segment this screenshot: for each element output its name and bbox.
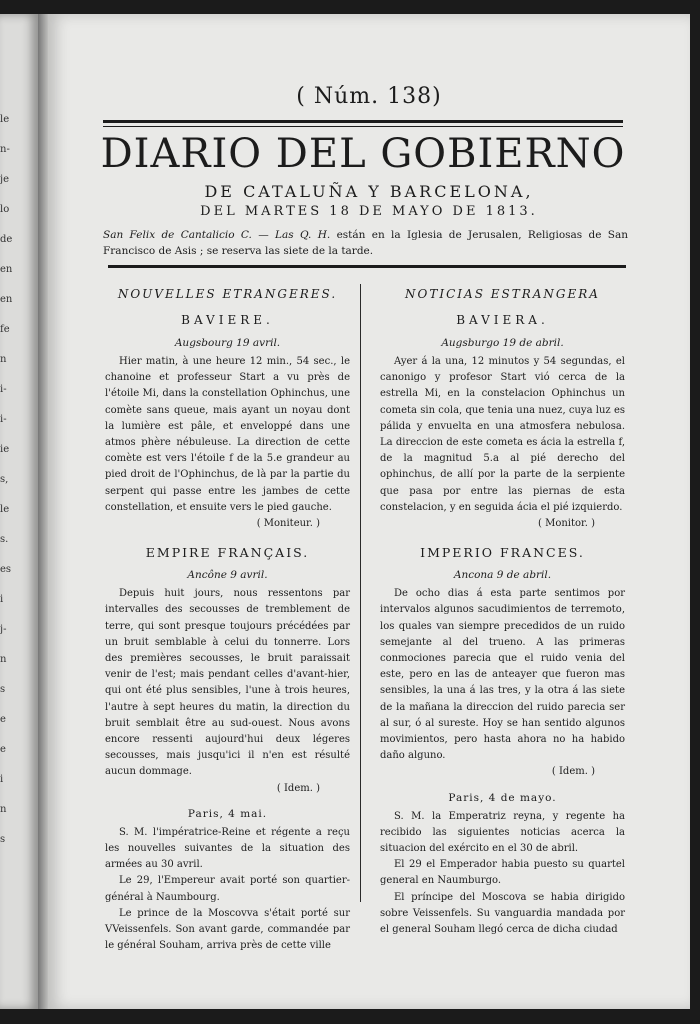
left-page-fragment: n — [0, 804, 7, 815]
article-source: ( Idem. ) — [276, 782, 320, 794]
newspaper-page — [48, 14, 690, 1009]
article-paragraph: El príncipe del Moscova se habia dirigido sobre Veissenfels. Su vanguardia mandada por el general Souham llegó cerca de dicha ciudad — [380, 891, 625, 936]
left-page-fragment: fe — [0, 324, 10, 335]
left-page-fragment: n — [0, 354, 7, 365]
article-source: ( Monitor. ) — [538, 518, 595, 530]
dateline: Paris, 4 de mayo. — [448, 791, 557, 804]
left-page-fragment: j- — [0, 624, 7, 635]
section-title: NOTICIAS ESTRANGERA — [405, 287, 600, 301]
left-page-fragment: en — [0, 294, 13, 305]
left-page-fragment: lo — [0, 204, 10, 215]
article-paragraph: S. M. la Emperatriz reyna, y regente ha recibido las siguientes noticias acerca la situacion del exército en el 30 de abril. — [380, 810, 625, 855]
top-rule — [103, 120, 623, 123]
issue-date: DEL MARTES 18 DE MAYO DE 1813. — [200, 204, 538, 219]
article-paragraph: Le prince de la Moscovva s'était porté sur VVeissenfels. Son avant garde, commandée par le général Souham, arriva près de cette ville — [105, 907, 350, 952]
left-page-fragment: e — [0, 744, 6, 755]
left-page-fragment: je — [0, 174, 10, 185]
country-heading: BAVIERA. — [456, 313, 549, 327]
dateline: Paris, 4 mai. — [187, 807, 268, 820]
spanish-column — [380, 284, 625, 938]
article-paragraph: Hier matin, à une heure 12 min., 54 sec., le chanoine et professeur Start a vu près de l'étoile Mi, dans la constellation Ophinchus, une comète sans queue, mais ayant un noyau dont la lumière est pâle, et enveloppé dans une atmos phère nébuleuse. La direction de cette comète est vers l'étoile f de la 5.e grandeur au pied droit de l'Ophinchus, de là par la partie du serpent qui passe entre les jambes de cette constellation, et ensuite vers le pied gauche. — [105, 356, 350, 513]
left-page-fragment: s — [0, 834, 6, 845]
article-paragraph: Le 29, l'Empereur avait porté son quartier-général à Naumbourg. — [105, 875, 350, 903]
section-title: NOUVELLES ETRANGERES. — [117, 287, 338, 301]
article-paragraph: El 29 el Emperador habia puesto su quartel general en Naumburgo. — [380, 859, 625, 887]
dateline: Augsburgo 19 de abril. — [441, 337, 564, 349]
left-page-fragment: le — [0, 504, 10, 515]
country-heading: BAVIERE. — [181, 313, 274, 327]
dateline: Ancône 9 avril. — [187, 569, 268, 582]
header-rule — [108, 265, 626, 268]
saint-notice-italic: San Felix de Cantalicio C. — Las Q. H. — [103, 229, 331, 241]
column-divider — [360, 284, 361, 902]
book-spine — [38, 14, 48, 1009]
left-page-fragment: s. — [0, 534, 9, 545]
left-page-fragment: i- — [0, 414, 7, 425]
left-page-fragment: s, — [0, 474, 9, 485]
left-page-fragment: n — [0, 654, 7, 665]
article-paragraph: De ocho dias á esta parte sentimos por intervalos algunos sacudimientos de terremoto, los quales van siempre precedidos de un ruido semejante al del trueno. A las primeras conmociones parecia que el ruido venia del este, pero en las de anteayer que fueron mas sensibles, la una á las tres, y la otra á las siete de la mañana la direccion del ruido parecia ser al sur, ó al sureste. Hoy se han sentido algunos movimientos, pero hasta ahora no ha habido daño alguno. — [380, 588, 625, 762]
dateline: Augsbourg 19 avril. — [174, 337, 281, 349]
saint-notice — [103, 227, 628, 259]
left-page-fragment: e — [0, 714, 6, 725]
left-page-fragment: le — [0, 114, 10, 125]
dateline: Ancona 9 de abril. — [453, 569, 552, 582]
article-paragraph: Ayer á la una, 12 minutos y 54 segundas, el canonigo y profesor Start vió cerca de la estrella Mi, en la constelacion Ophinchus un cometa sin cola, que tenia una nuez, cuya luz es pálida y envuelta en una atmosfera nebulosa. La direccion de este cometa es ácia la estrella f, de la magnitud 5.a al pié derecho del ophinchus, de allí por la parte de la serpiente que pasa por entre las piernas de esta constelacion, y en seguida ácia el pié izquierdo. — [380, 356, 625, 513]
left-page-fragment: n- — [0, 144, 10, 155]
masthead-title: DIARIO DEL GOBIERNO — [100, 131, 626, 177]
article-paragraph: Depuis huit jours, nous ressentons par intervalles des secousses de tremblement de terre, qui sont presque toujours précédées par un bruit semblable à celui du tonnerre. Lors des premières secousses, le bruit paraissait venir de l'est; mais pendant celles d'avant-hier, qui ont été plus sensibles, l'une à trois heures, l'autre à sept heures du matin, la direction du bruit semblait être au sud-ouest. Nous avons encore ressenti aujourd'hui deux légeres secousses, mais jusqu'ici il n'en est résulté aucun dommage. — [105, 588, 350, 778]
saint-notice-text: están en la Iglesia de Jerusalen, Religiosas de San Francisco de Asis ; se reserva las siete de la tarde. — [103, 229, 629, 257]
left-page-fragment: ie — [0, 444, 10, 455]
country-heading: EMPIRE FRANÇAIS. — [145, 545, 310, 561]
left-page-edge — [0, 14, 38, 1009]
masthead-subtitle: DE CATALUÑA Y BARCELONA, — [204, 182, 534, 201]
left-page-fragment: es — [0, 564, 12, 575]
left-page-fragment: de — [0, 234, 13, 245]
left-page-fragment: s — [0, 684, 6, 695]
left-page-fragment: en — [0, 264, 13, 275]
country-heading: IMPERIO FRANCES. — [420, 545, 585, 561]
issue-number: ( Núm. 138) — [296, 84, 442, 109]
left-page-fragment: i- — [0, 384, 7, 395]
french-column — [105, 284, 350, 955]
left-page-fragment: i — [0, 774, 4, 785]
top-rule-thin — [103, 126, 623, 127]
article-source: ( Idem. ) — [551, 766, 595, 778]
left-page-fragment: i — [0, 594, 4, 605]
article-paragraph: S. M. l'impératrice-Reine et régente a reçu les nouvelles suivantes de la situation des armées au 30 avril. — [105, 826, 350, 871]
article-source: ( Moniteur. ) — [256, 518, 320, 530]
